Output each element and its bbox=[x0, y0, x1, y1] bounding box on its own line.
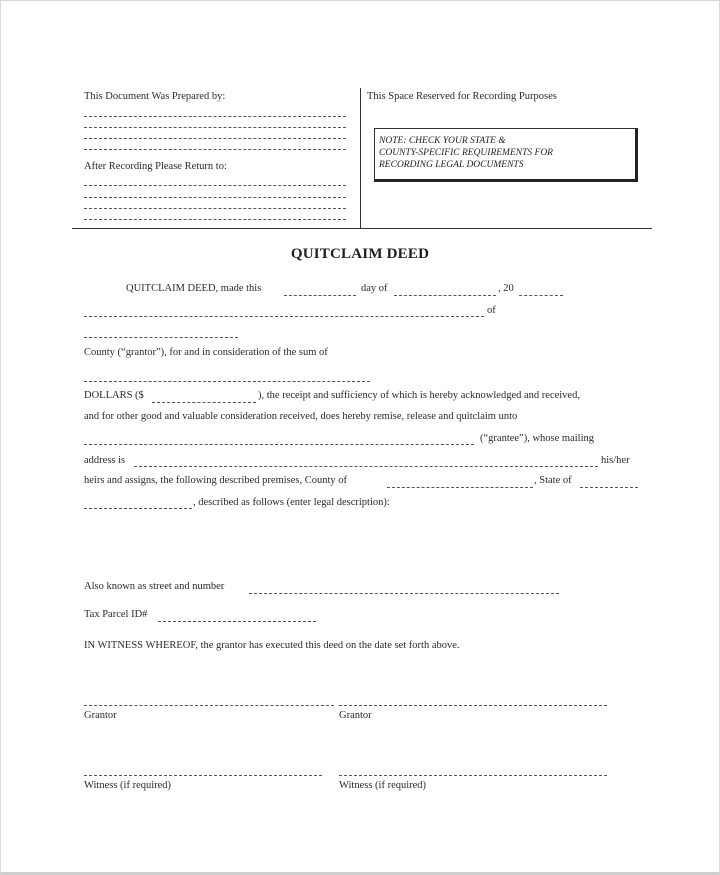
return-to-label: After Recording Please Return to: bbox=[84, 161, 227, 172]
tax-parcel-field[interactable] bbox=[158, 621, 316, 622]
consideration-text: and for other good and valuable consideration received, does hereby remise, release and quitclaim unto bbox=[84, 411, 518, 422]
note-line-3: RECORDING LEGAL DOCUMENTS bbox=[379, 160, 524, 170]
prepared-by-line-1[interactable] bbox=[84, 116, 346, 117]
grantor-signature-line-left[interactable] bbox=[84, 705, 334, 706]
witness-label-left: Witness (if required) bbox=[84, 780, 172, 791]
prepared-by-line-4[interactable] bbox=[84, 149, 346, 150]
grantee-address-field[interactable] bbox=[134, 466, 598, 467]
premises-state-field[interactable] bbox=[580, 487, 638, 488]
return-to-line-2[interactable] bbox=[84, 197, 346, 198]
also-known-text: Also known as street and number bbox=[84, 581, 225, 592]
witness-label-right: Witness (if required) bbox=[339, 780, 427, 791]
note-line-2: COUNTY-SPECIFIC REQUIREMENTS FOR bbox=[379, 148, 553, 158]
prepared-by-label: This Document Was Prepared by: bbox=[84, 91, 226, 102]
his-her-text: his/her bbox=[601, 455, 630, 466]
of-text: of bbox=[487, 305, 496, 316]
header-horizontal-divider bbox=[72, 228, 652, 229]
heirs-text: heirs and assigns, the following described premises, County of bbox=[84, 475, 348, 486]
receipt-text: ), the receipt and sufficiency of which is hereby acknowledged and received, bbox=[258, 390, 580, 401]
witness-signature-line-left[interactable] bbox=[84, 775, 322, 776]
recording-note-box bbox=[374, 128, 638, 182]
day-field[interactable] bbox=[284, 295, 356, 296]
street-number-field[interactable] bbox=[249, 593, 559, 594]
county-grantor-text: County (“grantor”), for and in consideration of the sum of bbox=[84, 347, 328, 358]
note-line-1: NOTE: CHECK YOUR STATE & bbox=[379, 136, 506, 146]
grantee-text: (“grantee”), whose mailing bbox=[480, 433, 594, 444]
tax-parcel-text: Tax Parcel ID# bbox=[84, 609, 148, 620]
witness-signature-line-right[interactable] bbox=[339, 775, 607, 776]
return-to-line-1[interactable] bbox=[84, 185, 346, 186]
made-this-text: QUITCLAIM DEED, made this bbox=[126, 283, 262, 294]
month-field[interactable] bbox=[394, 295, 496, 296]
address-is-text: address is bbox=[84, 455, 126, 466]
grantor-county-field[interactable] bbox=[84, 337, 238, 338]
grantor-label-left: Grantor bbox=[84, 710, 117, 721]
recording-space-label: This Space Reserved for Recording Purposes bbox=[367, 91, 557, 102]
described-as-text: , described as follows (enter legal description): bbox=[193, 497, 390, 508]
grantor-signature-line-right[interactable] bbox=[339, 705, 607, 706]
grantor-label-right: Grantor bbox=[339, 710, 372, 721]
header-vertical-divider bbox=[360, 88, 361, 228]
dollars-amount-field[interactable] bbox=[152, 402, 256, 403]
return-to-line-3[interactable] bbox=[84, 208, 346, 209]
state-of-text: , State of bbox=[534, 475, 572, 486]
grantee-name-field[interactable] bbox=[84, 444, 474, 445]
witness-whereof-text: IN WITNESS WHEREOF, the grantor has executed this deed on the date set forth above. bbox=[84, 640, 460, 651]
year-prefix-text: , 20 bbox=[498, 283, 514, 294]
return-to-line-4[interactable] bbox=[84, 219, 346, 220]
grantor-name-field[interactable] bbox=[84, 316, 484, 317]
document-title: QUITCLAIM DEED bbox=[290, 246, 430, 262]
day-of-text: day of bbox=[361, 283, 388, 294]
dollars-text: DOLLARS ($ bbox=[84, 390, 144, 401]
premises-county-field[interactable] bbox=[387, 487, 533, 488]
year-field[interactable] bbox=[519, 295, 563, 296]
premises-state-field-2[interactable] bbox=[84, 508, 192, 509]
prepared-by-line-3[interactable] bbox=[84, 138, 346, 139]
prepared-by-line-2[interactable] bbox=[84, 127, 346, 128]
sum-words-field[interactable] bbox=[84, 381, 370, 382]
